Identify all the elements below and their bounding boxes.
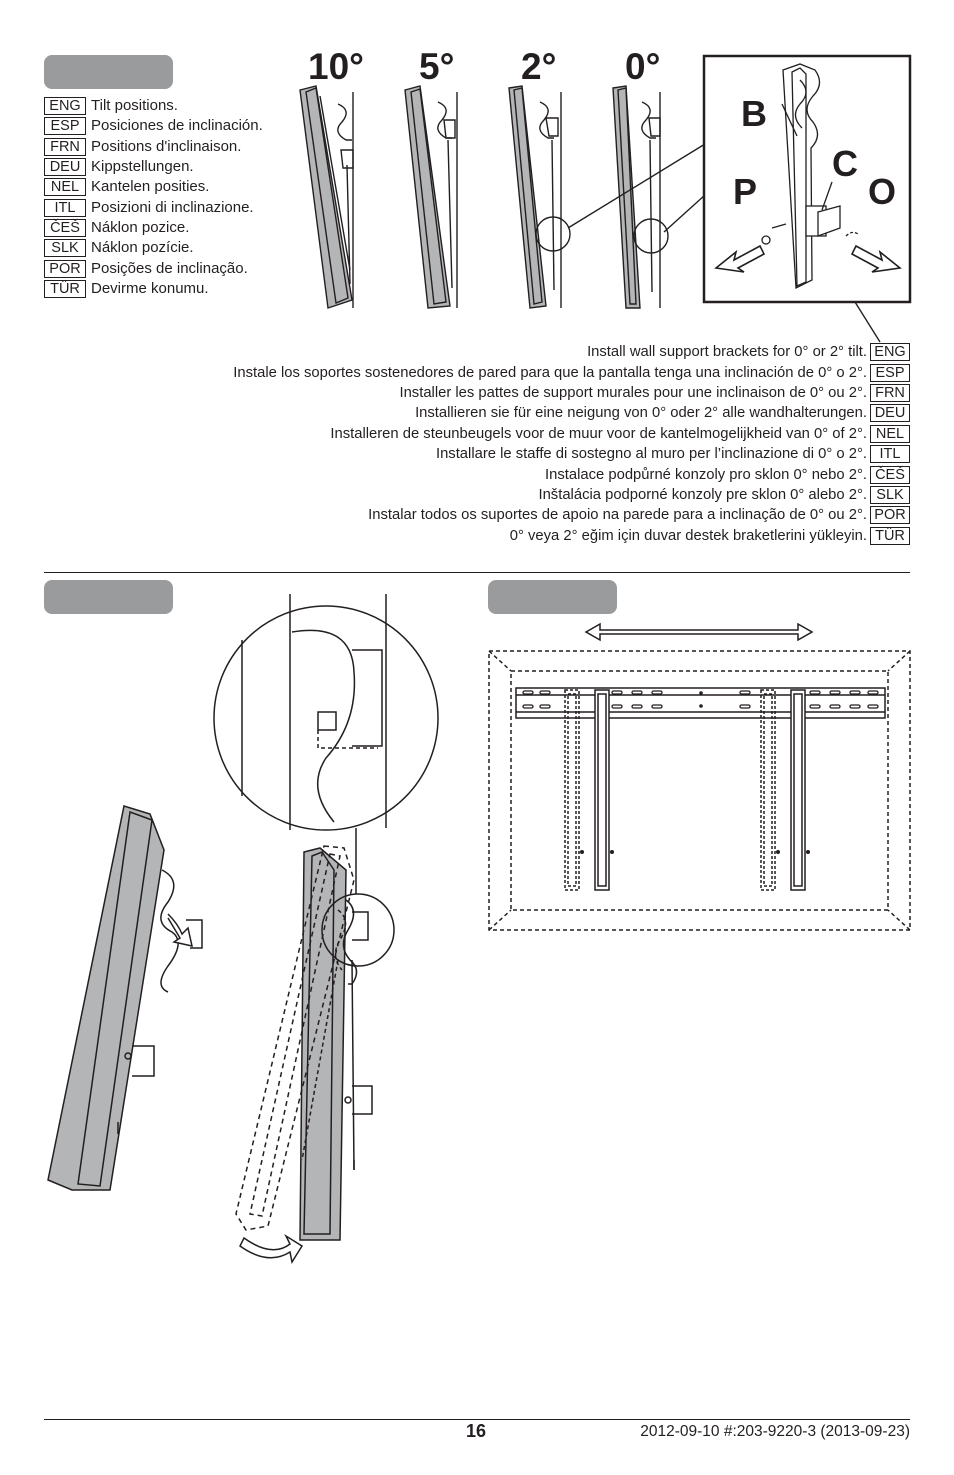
tilt-text: Kippstellungen.	[91, 158, 194, 176]
tilt-label-5: 5°	[419, 46, 455, 87]
page-number: 16	[466, 1421, 487, 1441]
tilt-label-10: 10°	[308, 46, 364, 87]
instruction-text: Installer les pattes de support murales pour une inclinaison de 0° ou 2°.	[399, 384, 867, 401]
tilt-text: Náklon pozice.	[91, 218, 190, 236]
tilt-text: Posizioni di inclinazione.	[91, 198, 254, 216]
language-code: ESP	[870, 364, 910, 382]
tilt-text: Tilt positions.	[91, 97, 178, 115]
language-code: FRN	[44, 138, 86, 156]
language-code: ITL	[44, 199, 86, 217]
instruction-text: Install wall support brackets for 0° or 2° tilt.	[587, 344, 867, 361]
footer-divider	[44, 1419, 910, 1420]
instruction-text: Instalace podpůrné konzoly pro sklon 0° nebo 2°.	[545, 466, 867, 483]
language-code: ČEŠ	[870, 466, 910, 484]
language-code: SLK	[870, 486, 910, 504]
language-code: ENG	[870, 343, 910, 361]
instruction-text: Instale los soportes sostenedores de pared para que la pantalla tenga una inclinación de 0° o 2°.	[233, 364, 867, 381]
tilt-text: Devirme konumu.	[91, 279, 209, 297]
language-code: DEU	[44, 158, 86, 176]
tilt-label-0: 0°	[625, 46, 661, 87]
instruction-text: 0° veya 2° eğim için duvar destek braketlerini yükleyin.	[509, 527, 867, 544]
language-code: NEL	[870, 425, 910, 443]
instruction-text: Instalar todos os suportes de apoio na parede para a inclinação de 0° ou 2°.	[368, 507, 867, 524]
language-code: ENG	[44, 97, 86, 115]
language-code: ČEŠ	[44, 219, 86, 237]
document-reference: 2012-09-10 #:203-9220-3 (2013-09-23)	[640, 1423, 910, 1440]
language-code: NEL	[44, 178, 86, 196]
instruction-text: Installeren de steunbeugels voor de muur voor de kantelmogelijkheid van 0° of 2°.	[330, 425, 867, 442]
language-code: TÜR	[870, 527, 910, 545]
language-code: DEU	[870, 404, 910, 422]
callout-label-p: P	[733, 171, 758, 212]
instruction-text: Inštalácia podporné konzoly pre sklon 0° alebo 2°.	[538, 486, 867, 503]
callout-label-o: O	[868, 171, 897, 212]
tilt-text: Positions d'inclinaison.	[91, 137, 242, 155]
language-code: POR	[44, 260, 86, 278]
language-code: POR	[870, 506, 910, 524]
tilt-text: Posições de inclinação.	[91, 259, 248, 277]
language-code: ITL	[870, 445, 910, 463]
instruction-text: Installieren sie für eine neigung von 0° oder 2° alle wandhalterungen.	[415, 405, 867, 422]
callout-label-b: B	[741, 93, 767, 134]
language-code: ESP	[44, 117, 86, 135]
tilt-text: Náklon pozície.	[91, 239, 194, 257]
callout-label-c: C	[832, 143, 858, 184]
language-code: SLK	[44, 239, 86, 257]
language-code: FRN	[870, 384, 910, 402]
tilt-label-2: 2°	[521, 46, 557, 87]
tilt-text: Posiciones de inclinación.	[91, 117, 263, 135]
tilt-text: Kantelen posities.	[91, 178, 210, 196]
instruction-text: Installare le staffe di sostegno al muro per l’inclinazione di 0° o 2°.	[435, 446, 867, 463]
language-code: TÜR	[44, 280, 86, 298]
